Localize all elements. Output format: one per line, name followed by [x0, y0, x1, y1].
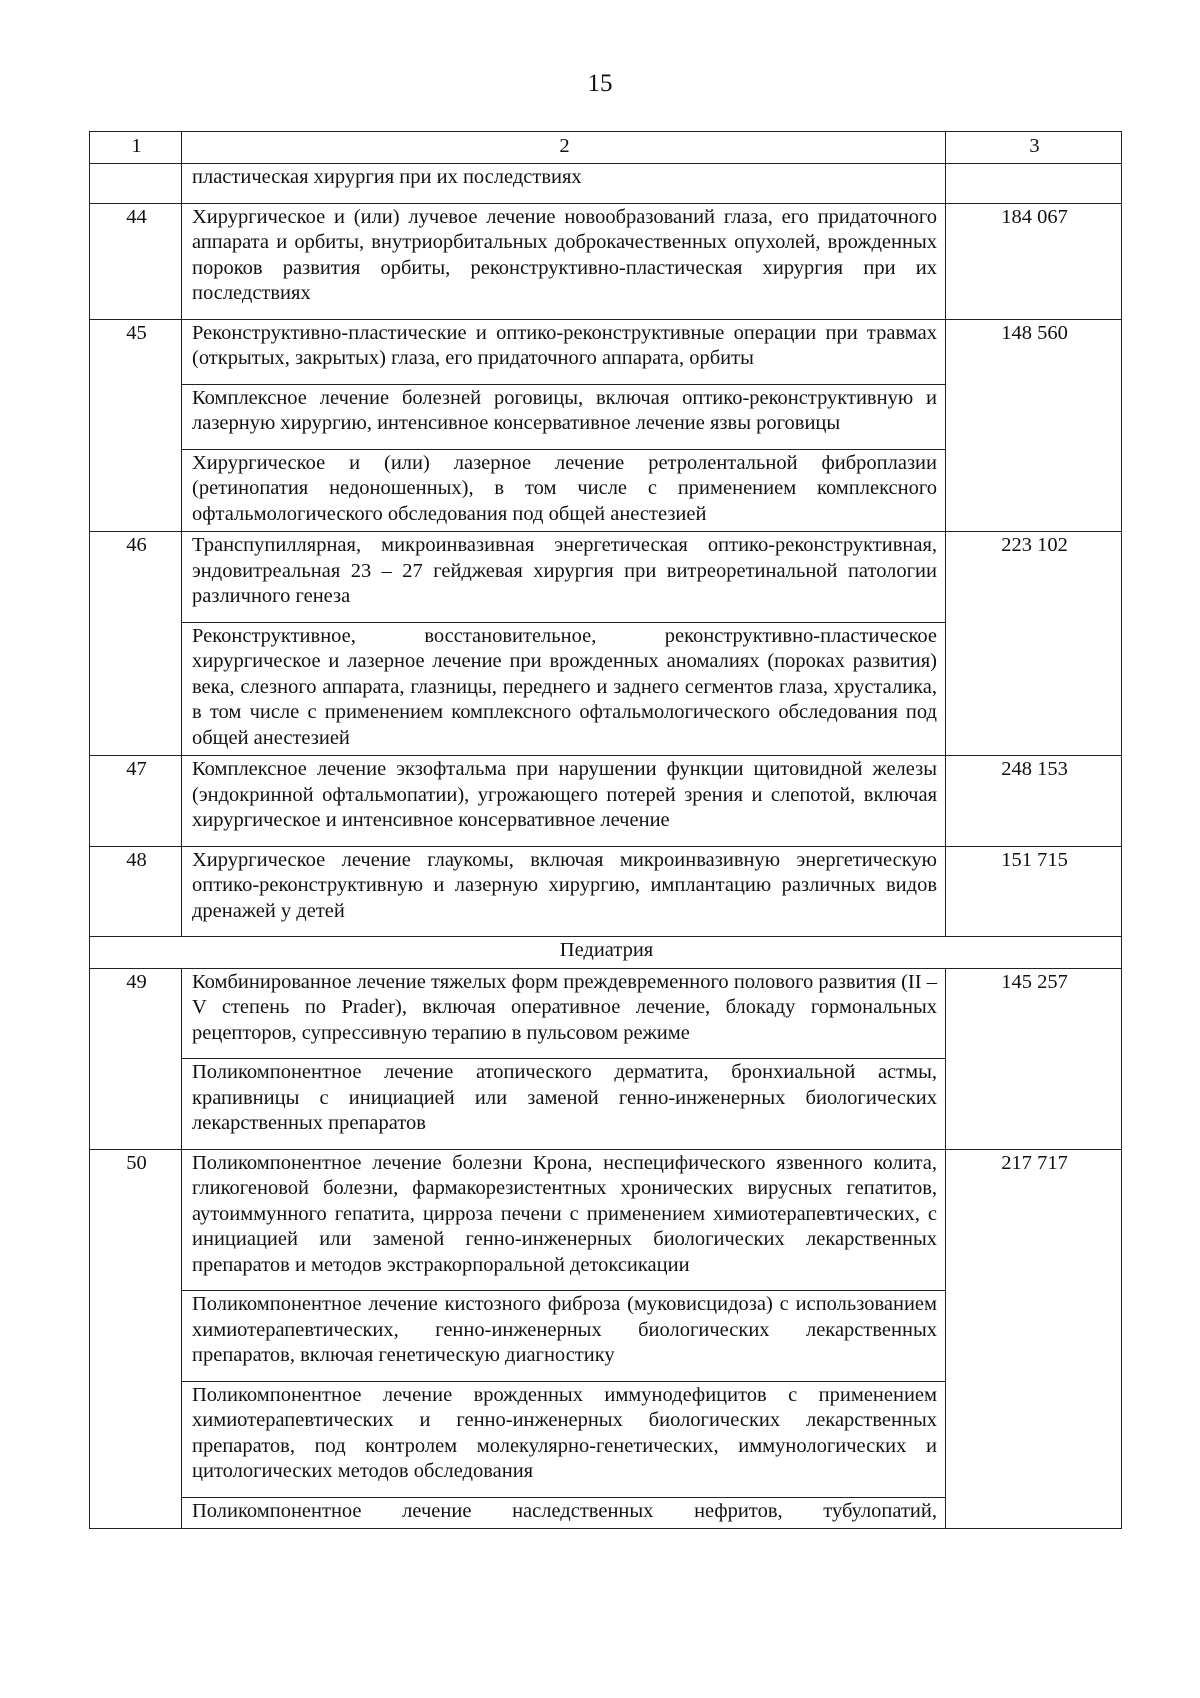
row-number: 48	[90, 846, 182, 937]
tariff-table	[89, 131, 1122, 1529]
treatment-description: Комбинированное лечение тяжелых форм преждевременного полового развития (II – V степень по Prader), включая оперативное лечение, блокаду гормональных рецепторов, супрессивную терапию в пульсовом режиме	[182, 968, 946, 1059]
treatment-description: Хирургическое и (или) лазерное лечение ретролентальной фиброплазии (ретинопатия недоношенных), в том числе с применением комплексного офтальмологического обследования под общей анестезией	[182, 449, 946, 532]
table-row-47	[90, 756, 1122, 847]
treatment-description: Поликомпонентное лечение врожденных иммунодефицитов с применением химиотерапевтических и генно-инженерных биологических лекарственных препаратов, под контролем молекулярно-генетических, иммунологических и цитологических методов обследования	[182, 1381, 946, 1497]
row-number	[90, 164, 182, 204]
treatment-description: Транспупиллярная, микроинвазивная энергетическая оптико-реконструктивная, эндовитреальная 23 – 27 гейджевая хирургия при витреоретинальной патологии различного генеза	[182, 532, 946, 623]
row-value: 145 257	[946, 968, 1122, 1149]
page-number: 15	[587, 70, 613, 97]
table-row-45	[90, 319, 1122, 384]
table-row-49	[90, 968, 1122, 1059]
treatment-description: Поликомпонентное лечение кистозного фиброза (муковисцидоза) с использованием химиотерапевтических, генно-инженерных биологических лекарственных препаратов, включая генетическую диагностику	[182, 1291, 946, 1382]
row-number: 46	[90, 532, 182, 756]
treatment-description: Поликомпонентное лечение наследственных нефритов, тубулопатий,	[182, 1497, 946, 1529]
treatment-description: Поликомпонентное лечение атопического дерматита, бронхиальной астмы, крапивницы с инициацией или заменой генно-инженерных биологических лекарственных препаратов	[182, 1059, 946, 1150]
row-value: 151 715	[946, 846, 1122, 937]
treatment-description: Реконструктивно-пластические и оптико-реконструктивные операции при травмах (открытых, закрытых) глаза, его придаточного аппарата, орбиты	[182, 319, 946, 384]
row-number: 44	[90, 203, 182, 319]
section-row	[90, 937, 1122, 969]
continuation-text: пластическая хирургия при их последствиях	[182, 164, 946, 204]
table-row-46	[90, 532, 1122, 623]
row-value	[946, 164, 1122, 204]
treatment-description: Реконструктивное, восстановительное, реконструктивно-пластическое хирургическое и лазерное лечение при врожденных аномалиях (пороках развития) века, слезного аппарата, глазницы, переднего и заднего сегментов глаза, хрусталика, в том числе с применением комплексного офтальмологического обследования под общей анестезией	[182, 622, 946, 756]
table-row	[90, 164, 1122, 204]
row-number: 47	[90, 756, 182, 847]
treatment-description: Комплексное лечение экзофтальма при нарушении функции щитовидной железы (эндокринной офтальмопатии), угрожающего потерей зрения и слепотой, включая хирургическое и интенсивное консервативное лечение	[182, 756, 946, 847]
section-title: Педиатрия	[90, 937, 1122, 969]
row-value: 223 102	[946, 532, 1122, 756]
row-number: 49	[90, 968, 182, 1149]
treatment-description: Хирургическое и (или) лучевое лечение новообразований глаза, его придаточного аппарата и орбиты, внутриорбитальных доброкачественных опухолей, врожденных пороков развития орбиты, реконструктивно-пластическая хирургия при их последствиях	[182, 203, 946, 319]
table-header-row	[90, 132, 1122, 164]
table-row-44	[90, 203, 1122, 319]
table-row-50	[90, 1149, 1122, 1291]
table-row-48	[90, 846, 1122, 937]
row-number: 50	[90, 1149, 182, 1529]
treatment-description: Поликомпонентное лечение болезни Крона, неспецифического язвенного колита, гликогеновой болезни, фармакорезистентных хронических вирусных гепатитов, аутоиммунного гепатита, цирроза печени с применением химиотерапевтических, с инициацией или заменой генно-инженерных биологических лекарственных препаратов и методов экстракорпоральной детоксикации	[182, 1149, 946, 1291]
column-header-3: 3	[946, 132, 1122, 164]
row-number: 45	[90, 319, 182, 532]
column-header-2: 2	[182, 132, 946, 164]
column-header-1: 1	[90, 132, 182, 164]
row-value: 184 067	[946, 203, 1122, 319]
row-value: 248 153	[946, 756, 1122, 847]
row-value: 148 560	[946, 319, 1122, 532]
row-value: 217 717	[946, 1149, 1122, 1529]
treatment-description: Комплексное лечение болезней роговицы, включая оптико-реконструктивную и лазерную хирургию, интенсивное консервативное лечение язвы роговицы	[182, 384, 946, 449]
treatment-description: Хирургическое лечение глаукомы, включая микроинвазивную энергетическую оптико-реконструктивную и лазерную хирургию, имплантацию различных видов дренажей у детей	[182, 846, 946, 937]
